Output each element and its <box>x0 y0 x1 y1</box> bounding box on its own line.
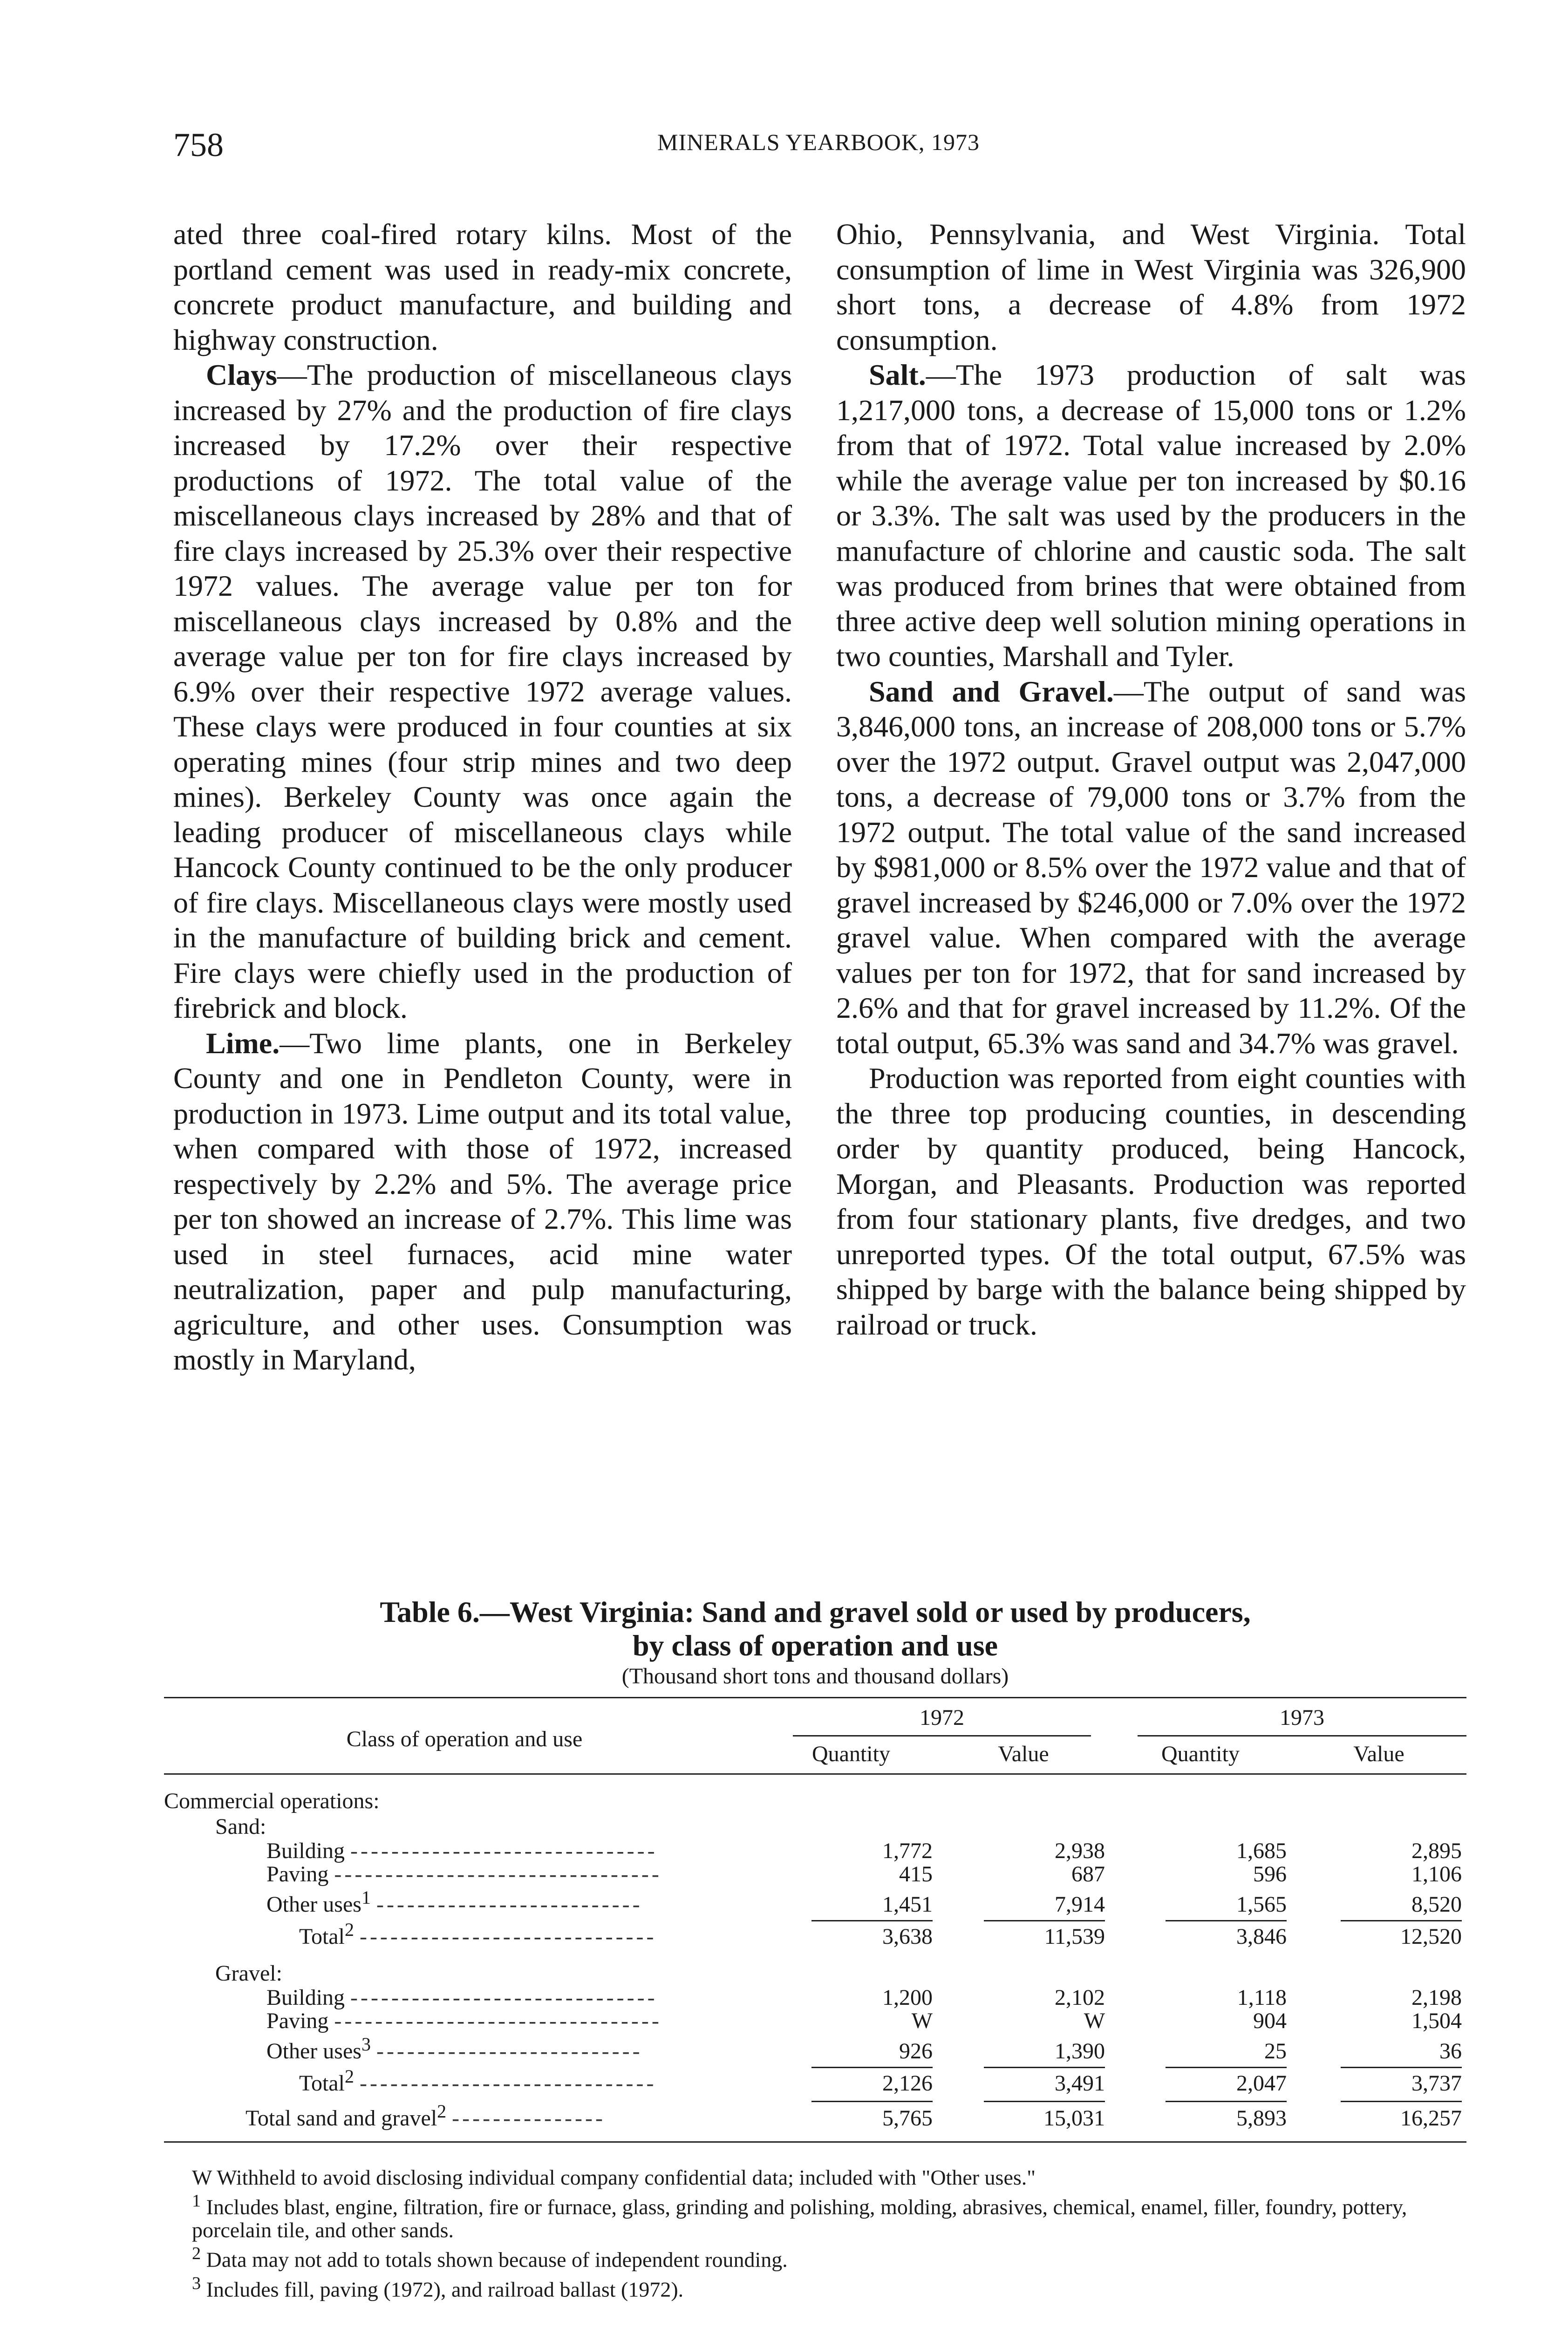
group-gravel: Gravel: <box>215 1961 282 1986</box>
runin-lime: Lime. <box>206 1026 280 1060</box>
footnote-w: W Withheld to avoid disclosing individual company confidential data; included with "Other uses." <box>192 2166 1036 2189</box>
footnote-2: $^2$ Data may not add to totals shown because of independent rounding. <box>192 2244 788 2272</box>
value-header-1973: Value <box>1353 1742 1404 1766</box>
table-subtitle: (Thousand short tons and thousand dollars) <box>621 1664 1009 1689</box>
left-text-column <box>173 217 792 1377</box>
paragraph-cement-continued: ated three coal-fired rotary kilns. Most of the portland cement was used in ready-mix concrete, concrete product manufacture, and building and highway construction. <box>173 218 792 356</box>
paragraph-clays: Clays—The production of miscellaneous clays increased by 27% and the production of fire clays increased by 17.2% over their respective productions of 1972. The total value of the miscellaneous clays increased by 28% and that of fire clays increased by 25.3% over their respective 1972 values. The average value per ton for miscellaneous clays increased by 0.8% and the average value per ton for fire clays increased by 6.9% over their respective 1972 average values. These clays were produced in four counties at six operating mines (four strip mines and two deep mines). Berkeley County was once again the leading producer of miscellaneous clays while Hancock County continued to be the only producer of fire clays. Miscellaneous clays were mostly used in the manufacture of building brick and cement. Fire clays were chiefly used in the production of firebrick and block. <box>173 358 792 1024</box>
page-number: 758 <box>173 126 224 163</box>
group-sand: Sand: <box>215 1814 266 1839</box>
table-row-grand-total: Total sand and gravel$^2$ --------------- 5,765 15,031 5,893 16,257 <box>164 2097 1466 2133</box>
right-text-column <box>836 217 1466 1342</box>
quantity-header-1973: Quantity <box>1161 1742 1240 1766</box>
table-row: Other uses$^3$ -------------------------- 926 1,390 25 36 <box>266 2033 1462 2063</box>
header-row-years <box>164 1705 1466 1741</box>
year-1972-header: 1972 <box>793 1705 1091 1737</box>
runin-sand-gravel: Sand and Gravel. <box>869 674 1114 708</box>
table-top-rule <box>164 1697 1466 1698</box>
header-rule <box>164 1774 1466 1788</box>
runin-clays: Clays <box>206 358 277 391</box>
runin-salt: Salt. <box>869 358 926 391</box>
table-footnotes <box>164 2166 1466 2301</box>
table-row: Other uses$^1$ -------------------------- 1,451 7,914 1,565 8,520 <box>266 1886 1462 1917</box>
footnote-3: $^3$ Includes fill, paving (1972), and railroad ballast (1972). <box>192 2273 684 2301</box>
footnote-1: $^1$ Includes blast, engine, filtration, fire or furnace, glass, grinding and polishing, molding, abrasives, chemical, enamel, filler, foundry, pottery, porcelain tile, and other sands. <box>192 2191 1407 2242</box>
page-header <box>173 126 1464 168</box>
table-row: Building ------------------------------ 1,772 2,938 1,685 2,895 <box>266 1838 1462 1863</box>
value-header-1972: Value <box>998 1742 1049 1766</box>
table-row-sand-total: Total$^2$ ----------------------------- 3,638 11,539 3,846 12,520 <box>164 1916 1466 1950</box>
paragraph-lime: Lime.—Two lime plants, one in Berkeley County and one in Pendleton County, were in production in 1973. Lime output and its total value, when compared with those of 1972, increased respectively by 2.2% and 5%. The average price per ton showed an increase of 2.7%. This lime was used in steel furnaces, acid mine water neutralization, paper and pulp manufacturing, agriculture, and other uses. Consumption was mostly in Maryland, <box>173 1026 792 1376</box>
paragraph-production: Production was reported from eight counties with the three top producing counties, in descending order by quantity produced, being Hancock, Morgan, and Pleasants. Production was reported from four stationary plants, five dredges, and two unreported types. Of the total output, 67.5% was shipped by barge with the balance being shipped by railroad or truck. <box>836 1062 1466 1341</box>
table-row: Paving -------------------------------- W W 904 1,504 <box>266 2008 1462 2033</box>
table-row: Paving -------------------------------- 415 687 596 1,106 <box>266 1861 1462 1886</box>
table-title: Table 6.—West Virginia: Sand and gravel sold or used by producers, by class of operation and use <box>380 1595 1251 1662</box>
table-6 <box>164 1595 1466 2143</box>
table-row-gravel-total: Total$^2$ ----------------------------- 2,126 3,491 2,047 3,737 <box>164 2063 1466 2097</box>
table-bottom-rule <box>164 2141 1466 2143</box>
stub-header: Class of operation and use <box>346 1727 583 1751</box>
paragraph-sand-gravel: Sand and Gravel.—The output of sand was 3,846,000 tons, an increase of 208,000 tons or 5.7% over the 1972 output. Gravel output was 2,047,000 tons, a decrease of 79,000 tons or 3.7% from the 1972 output. The total value of the sand increased by $981,000 or 8.5% over the 1972 value and that of gravel increased by $246,000 or 7.0% over the 1972 gravel value. When compared with the average values per ton for 1972, that for sand increased by 2.6% and that for gravel increased by 11.2%. Of the total output, 65.3% was sand and 34.7% was gravel. <box>836 674 1466 1060</box>
paragraph-salt: Salt.—The 1973 production of salt was 1,217,000 tons, a decrease of 15,000 tons or 1.2% from that of 1972. Total value increased by 2.0% while the average value per ton increased by $0.16 or 3.3%. The salt was used by the producers in the manufacture of chlorine and caustic soda. The salt was produced from brines that were obtained from three active deep well solution mining operations in two counties, Marshall and Tyler. <box>836 358 1466 673</box>
paragraph-lime-continued: Ohio, Pennsylvania, and West Virginia. Total consumption of lime in West Virginia was 326,900 short tons, a decrease of 4.8% from 1972 consumption. <box>836 218 1466 356</box>
running-title: MINERALS YEARBOOK, 1973 <box>657 129 980 155</box>
section-commercial: Commercial operations: <box>164 1788 380 1813</box>
sand-gravel-table <box>164 1705 1466 2133</box>
quantity-header-1972: Quantity <box>812 1742 890 1766</box>
year-1973-header: 1973 <box>1138 1705 1466 1737</box>
table-row: Building ------------------------------ 1,200 2,102 1,118 2,198 <box>266 1985 1462 2010</box>
